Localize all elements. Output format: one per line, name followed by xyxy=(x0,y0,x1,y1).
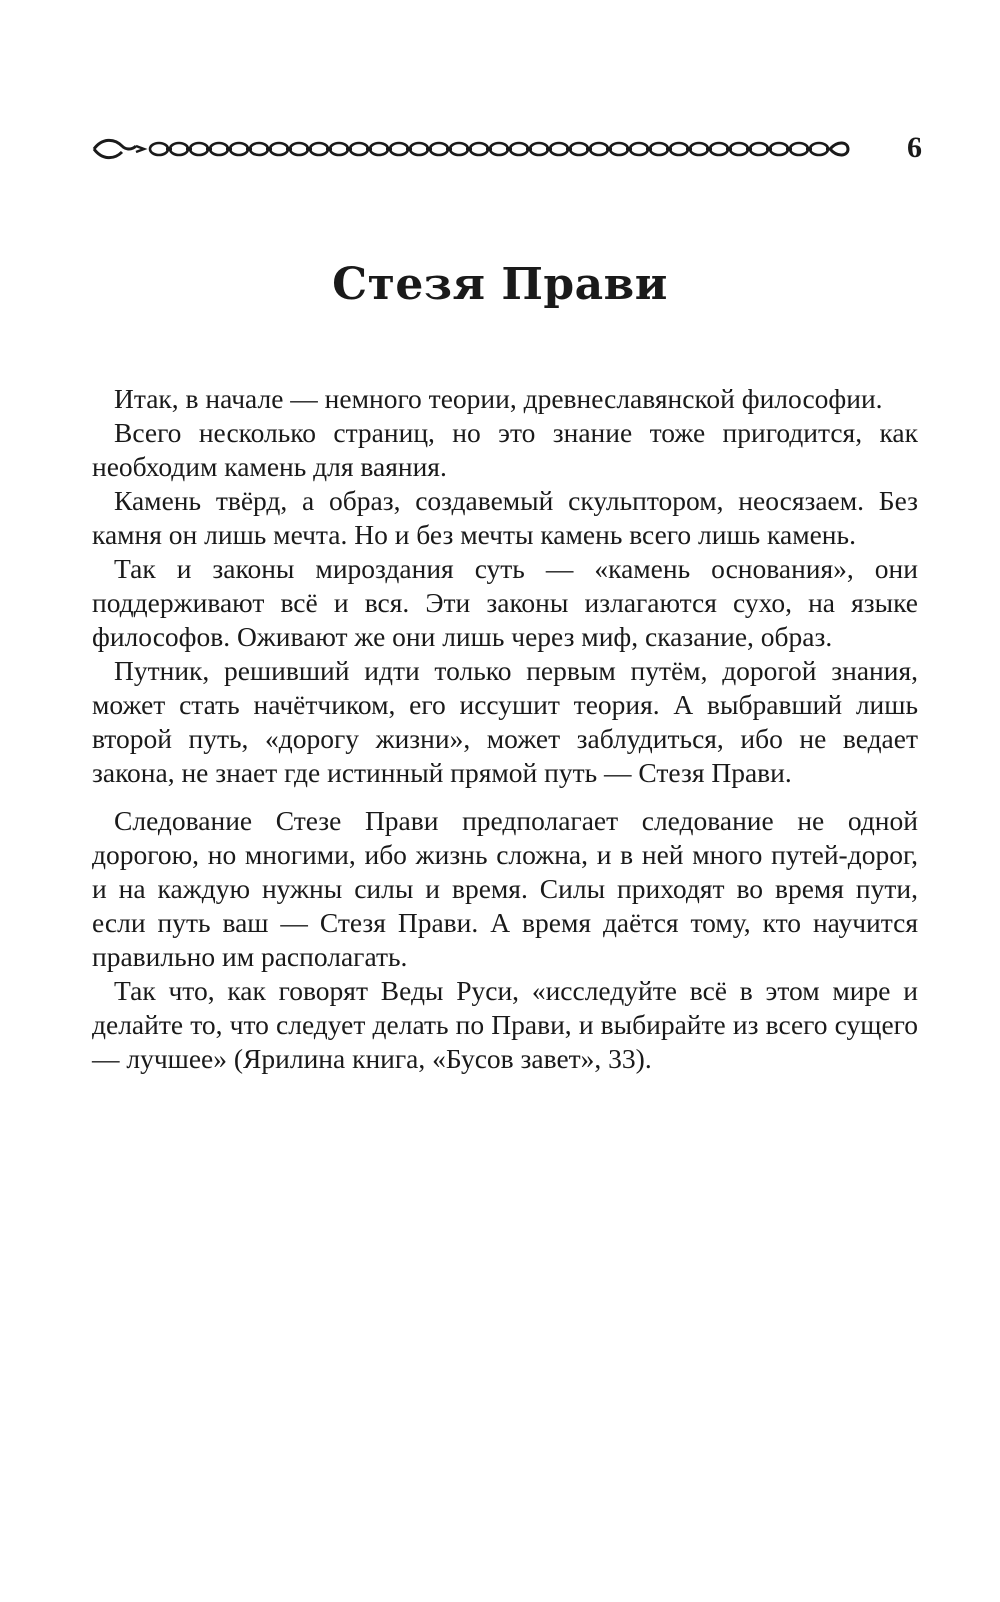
paragraph: Так что, как говорят Веды Руси, «исследуйте всё в этом мире и делайте то, что следует делать по Прави, и выбирайте из всего сущего — лучшее» (Ярилина книга, «Бусов завет», 33). xyxy=(92,975,918,1074)
chain-ornament-icon xyxy=(92,134,852,164)
page-header xyxy=(92,130,922,170)
paragraph: Камень твёрд, а образ, создавемый скульптором, неосязаем. Без камня он лишь мечта. Но и без мечты камень всего лишь камень. xyxy=(92,485,918,550)
page-number: 6 xyxy=(907,131,922,164)
paragraph: Итак, в начале — немного теории, древнеславянской философии. xyxy=(114,383,883,414)
paragraph: Всего несколько страниц, но это знание тоже пригодится, как необходим камень для ваяния. xyxy=(92,417,918,482)
paragraph: Так и законы мироздания суть — «камень основания», они поддерживают всё и вся. Эти законы излагаются сухо, на языке философов. Оживают же они лишь через миф, сказание, образ. xyxy=(92,553,918,652)
paragraph: Путник, решивший идти только первым путём, дорогой знания, может стать начётчиком, его иссушит теория. А выбравший лишь второй путь, «дорогу жизни», может заблудиться, ибо не ведает закона, не знает где истинный прямой путь — Стезя Прави. xyxy=(92,655,918,788)
chapter-title: Стезя Прави xyxy=(332,259,668,310)
paragraph: Следование Стезе Прави предполагает следование не одной дорогою, но многими, ибо жизнь сложна, и в ней много путей-дорог, и на каждую нужны силы и время. Силы приходят во время пути, если путь ваш — Стезя Прави. А время даётся тому, кто научится правильно им располагать. xyxy=(92,805,918,972)
body-text xyxy=(92,382,918,1076)
